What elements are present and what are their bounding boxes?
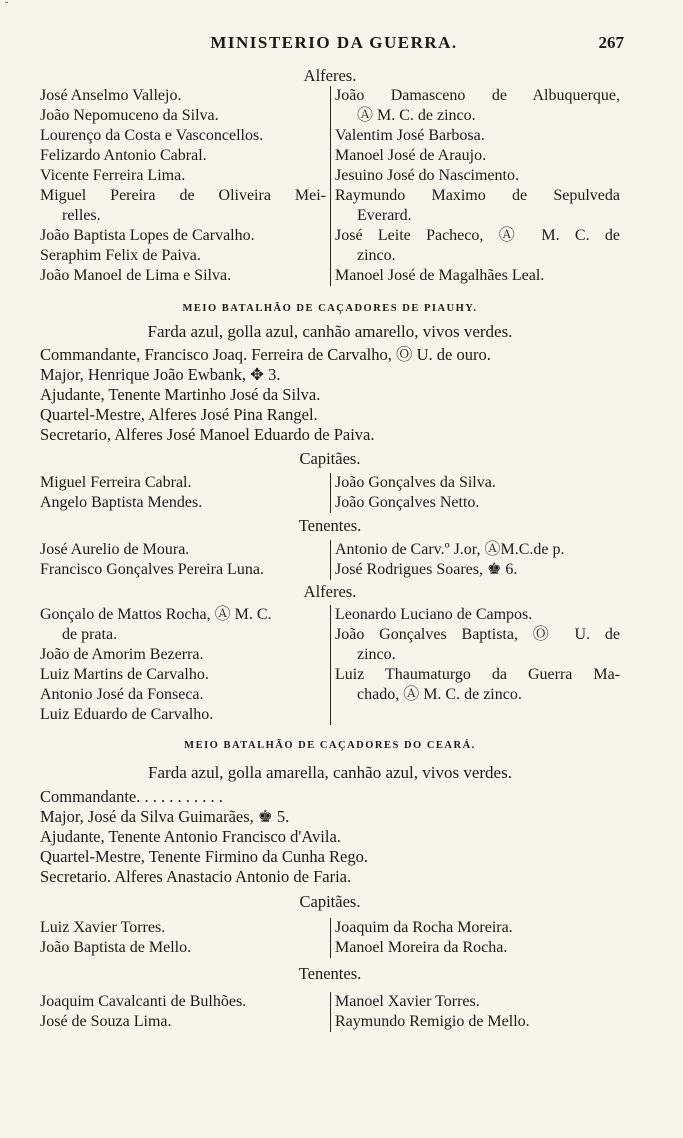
name-entry: João Manoel de Lima e Silva. xyxy=(40,267,232,284)
name-continuation: Everard. xyxy=(357,207,412,224)
name-entry: Seraphim Felix de Paiva. xyxy=(40,247,201,264)
piauhy-section xyxy=(40,301,620,725)
right-column xyxy=(330,918,620,958)
staff-line: Quartel-Mestre, Alferes José Pina Rangel. xyxy=(40,405,318,424)
name-entry: Manoel Xavier Torres. xyxy=(335,993,480,1010)
name-entry: Luiz Martins de Carvalho. xyxy=(40,666,209,683)
uniform-description: Farda azul, golla azul, canhão amarello, vivos verdes. xyxy=(147,322,513,341)
tenentes-title: Tenentes. xyxy=(298,964,362,983)
name-entry: Jesuino José do Nascimento. xyxy=(335,167,519,184)
tenentes-title: Tenentes. xyxy=(298,516,362,535)
name-continuation: Ⓐ M. C. de zinco. xyxy=(357,107,476,124)
margin-mark: ˘ xyxy=(4,2,9,13)
section-heading: MEIO BATALHÃO DE CAÇADORES DO CEARÁ. xyxy=(184,740,476,751)
capitaes-columns xyxy=(40,473,620,513)
right-column xyxy=(330,605,620,725)
capitaes-title: Capitães. xyxy=(299,892,361,911)
running-title: MINISTERIO DA GUERRA. xyxy=(210,33,458,52)
name-continuation: chado, Ⓐ M. C. de zinco. xyxy=(357,686,522,703)
capitaes-columns xyxy=(40,918,620,958)
name-entry: Vicente Ferreira Lima. xyxy=(40,167,186,184)
name-entry: Luiz Eduardo de Carvalho. xyxy=(40,706,214,723)
name-continuation: zinco. xyxy=(357,646,396,663)
name-entry: Felizardo Antonio Cabral. xyxy=(40,147,207,164)
alferes-title: Alferes. xyxy=(303,582,357,601)
alferes-title: Alferes. xyxy=(303,66,357,85)
name-entry: Leonardo Luciano de Campos. xyxy=(335,606,533,623)
section-heading: MEIO BATALHÃO DE CAÇADORES DE PIAUHY. xyxy=(182,303,478,314)
name-entry: João Gonçalves da Silva. xyxy=(335,474,496,491)
name-entry: José de Souza Lima. xyxy=(40,1013,172,1030)
name-entry: João de Amorim Bezerra. xyxy=(40,646,204,663)
name-entry: Manoel José de Araujo. xyxy=(335,147,487,164)
uniform-description: Farda azul, golla amarella, canhão azul, vivos verdes. xyxy=(148,763,512,782)
name-entry: Miguel Pereira de Oliveira Mei- xyxy=(40,187,326,204)
name-entry: Joaquim Cavalcanti de Bulhões. xyxy=(40,993,247,1010)
right-column xyxy=(330,540,620,580)
name-entry: João Nepomuceno da Silva. xyxy=(40,107,219,124)
page-number: 267 xyxy=(598,33,624,52)
left-column xyxy=(40,918,330,958)
name-entry: José Leite Pacheco, Ⓐ M. C. de xyxy=(335,227,620,244)
staff-line: Secretario, Alferes José Manoel Eduardo de Paiva. xyxy=(40,425,375,444)
name-continuation: zinco. xyxy=(357,247,396,264)
name-entry: João Gonçalves Netto. xyxy=(335,494,480,511)
name-entry: Valentim José Barbosa. xyxy=(335,127,485,144)
name-entry: Raymundo Remigio de Mello. xyxy=(335,1013,530,1030)
staff-line: Secretario. Alferes Anastacio Antonio de Faria. xyxy=(40,867,352,886)
name-continuation: de prata. xyxy=(62,626,118,643)
staff-line: Commandante, Francisco Joaq. Ferreira de Carvalho, Ⓞ U. de ouro. xyxy=(40,345,491,364)
page-header xyxy=(44,33,624,59)
top-alferes-section xyxy=(40,66,620,286)
left-column xyxy=(40,86,330,286)
name-entry: José Rodrigues Soares, ♚ 6. xyxy=(335,561,518,578)
name-entry: Manoel José de Magalhães Leal. xyxy=(335,267,545,284)
name-entry: Luiz Thaumaturgo da Guerra Ma- xyxy=(335,666,620,683)
ceara-section xyxy=(40,738,620,1032)
staff-line: Major, Henrique João Ewbank, ✥ 3. xyxy=(40,365,281,384)
name-entry: Luiz Xavier Torres. xyxy=(40,919,166,936)
name-entry: Joaquim da Rocha Moreira. xyxy=(335,919,513,936)
left-column xyxy=(40,473,330,513)
alferes-columns xyxy=(40,605,620,725)
name-entry: João Damasceno de Albuquerque, xyxy=(335,87,620,104)
right-column xyxy=(330,473,620,513)
name-entry: Antonio José da Fonseca. xyxy=(40,686,204,703)
staff-line: Ajudante, Tenente Martinho José da Silva. xyxy=(40,385,321,404)
name-entry: Raymundo Maximo de Sepulveda xyxy=(335,187,620,204)
name-entry: Francisco Gonçalves Pereira Luna. xyxy=(40,561,264,578)
staff-line: Quartel-Mestre, Tenente Firmino da Cunha Rego. xyxy=(40,847,369,866)
staff-line: Major, José da Silva Guimarães, ♚ 5. xyxy=(40,807,290,826)
tenentes-columns xyxy=(40,540,620,580)
name-entry: Gonçalo de Mattos Rocha, Ⓐ M. C. xyxy=(40,606,272,623)
staff-line: Commandante. . . . . . . . . . . xyxy=(40,787,223,806)
staff-line: Ajudante, Tenente Antonio Francisco d'Avila. xyxy=(40,827,341,846)
right-column xyxy=(330,86,620,286)
right-column xyxy=(330,992,620,1032)
name-entry: José Aurelio de Moura. xyxy=(40,541,190,558)
name-entry: Lourenço da Costa e Vasconcellos. xyxy=(40,127,264,144)
left-column xyxy=(40,992,330,1032)
left-column xyxy=(40,605,330,725)
name-entry: Manoel Moreira da Rocha. xyxy=(335,939,508,956)
name-entry: João Baptista Lopes de Carvalho. xyxy=(40,227,255,244)
left-column xyxy=(40,540,330,580)
tenentes-columns xyxy=(40,992,620,1032)
name-entry: José Anselmo Vallejo. xyxy=(40,87,182,104)
name-entry: Miguel Ferreira Cabral. xyxy=(40,474,192,491)
top-alferes-columns xyxy=(40,86,620,286)
name-entry: Antonio de Carv.º J.or, ⒶM.C.de p. xyxy=(335,541,565,558)
name-entry: João Baptista de Mello. xyxy=(40,939,192,956)
name-entry: João Gonçalves Baptista, Ⓞ U. de xyxy=(335,626,620,643)
capitaes-title: Capitães. xyxy=(299,449,361,468)
name-entry: Angelo Baptista Mendes. xyxy=(40,494,203,511)
name-continuation: relles. xyxy=(62,207,101,224)
